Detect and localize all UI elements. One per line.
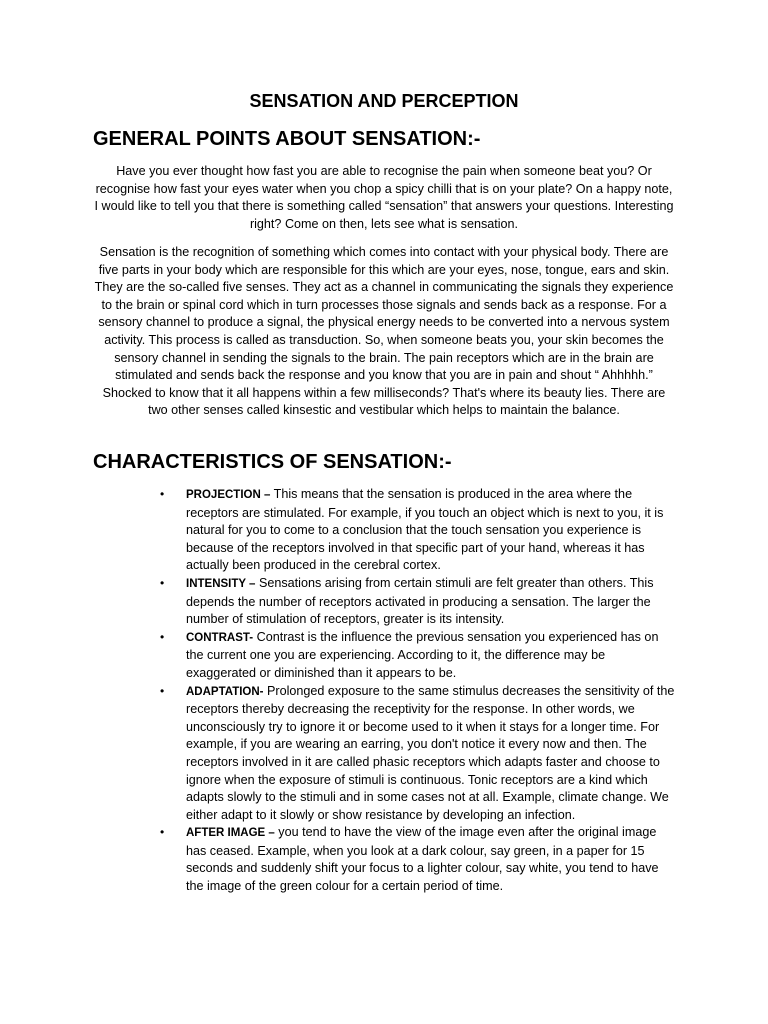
term-label: PROJECTION – (186, 489, 271, 501)
term-description: Prolonged exposure to the same stimulus decreases the sensitivity of the receptors thereby decreasing the receptivity for the response. In other words, we unconsciously try to ignore it or become used to it when it stays for a longer time. For example, if you are wearing an earring, you don't notice it every now and then. The receptors involved in it are called phasic receptors which adapts faster and choose to ignore when the exposure of stimuli is continuous. Tonic receptors are a kind which adapts slowly to the stimuli and in some cases not at all. Example, climate change. We either adapt to it slowly or show resistance by developing an infection. (186, 683, 675, 822)
characteristics-list (160, 486, 676, 896)
bullet-icon: • (160, 825, 165, 840)
bullet-icon: • (160, 629, 165, 644)
term-description: you tend to have the view of the image even after the original image has ceased. Example, when you look at a dark colour, say green, in a paper for 15 seconds and suddenly shift your focus to a lighter colour, say white, you tend to have the image of the green colour for a certain period of time. (186, 825, 659, 894)
term-label: CONTRAST- (186, 631, 254, 644)
list-item-intensity (160, 575, 676, 629)
term-label: ADAPTATION- (186, 685, 264, 698)
section-heading-characteristics: CHARACTERISTICS OF SENSATION:- (93, 451, 452, 473)
term-description: This means that the sensation is produced in the area where the receptors are stimulated. For example, if you touch an object which is next to you, it is natural for you to come to a conclusion that the touch sensation you experience is because of the receptors involved in that specific part of your hand, whereas it has actually been produced in the cerebral cortex. (186, 487, 664, 573)
sensation-definition-paragraph: Sensation is the recognition of something which comes into contact with your physical body. There are five parts in your body which are responsible for this which are your eyes, nose, tongue, ears and skin. They are the so-called five senses. They act as a channel in communicating the signals they experience to the brain or spinal cord which in turn processes those signals and sends back as a response. For a sensory channel to produce a signal, the physical energy needs to be converted into a nervous system activity. This process is called as transduction. So, when someone beats you, your skin becomes the sensory channel in sending the signals to the brain. The pain receptors which are in the brain are stimulated and sends back the response and you know that you are in pain and shout “ Ahhhhh.” Shocked to know that it all happens within a few milliseconds? That's where its beauty lies. There are two other senses called kinsestic and vestibular which helps to maintain the balance. (94, 245, 674, 418)
list-item-contrast (160, 629, 676, 683)
list-item-adaptation (160, 683, 676, 825)
bullet-icon: • (160, 683, 165, 698)
section-heading-general-points: GENERAL POINTS ABOUT SENSATION:- (93, 128, 481, 150)
document-title: SENSATION AND PERCEPTION (249, 91, 519, 111)
list-item-projection (160, 486, 676, 575)
intro-paragraph: Have you ever thought how fast you are able to recognise the pain when someone beat you? Or recognise how fast your eyes water when you chop a spicy chilli that is on your plate? On a happy note, I would like to tell you that there is something called “sensation” that answers your questions. Interesting right? Come on then, lets see what is sensation. (94, 164, 674, 231)
term-description: Contrast is the influence the previous sensation you experienced has on the current one you are experiencing. According to it, the difference may be exaggerated or diminished than it appears to be. (186, 629, 659, 680)
term-label: AFTER IMAGE – (186, 827, 275, 840)
bullet-icon: • (160, 575, 165, 590)
list-item-after-image (160, 824, 676, 895)
bullet-icon: • (160, 487, 165, 501)
term-label: INTENSITY – (186, 577, 256, 590)
term-description: Sensations arising from certain stimuli are felt greater than others. This depends the number of receptors activated in producing a sensation. The larger the number of stimulation of receptors, greater is its intensity. (186, 575, 654, 627)
